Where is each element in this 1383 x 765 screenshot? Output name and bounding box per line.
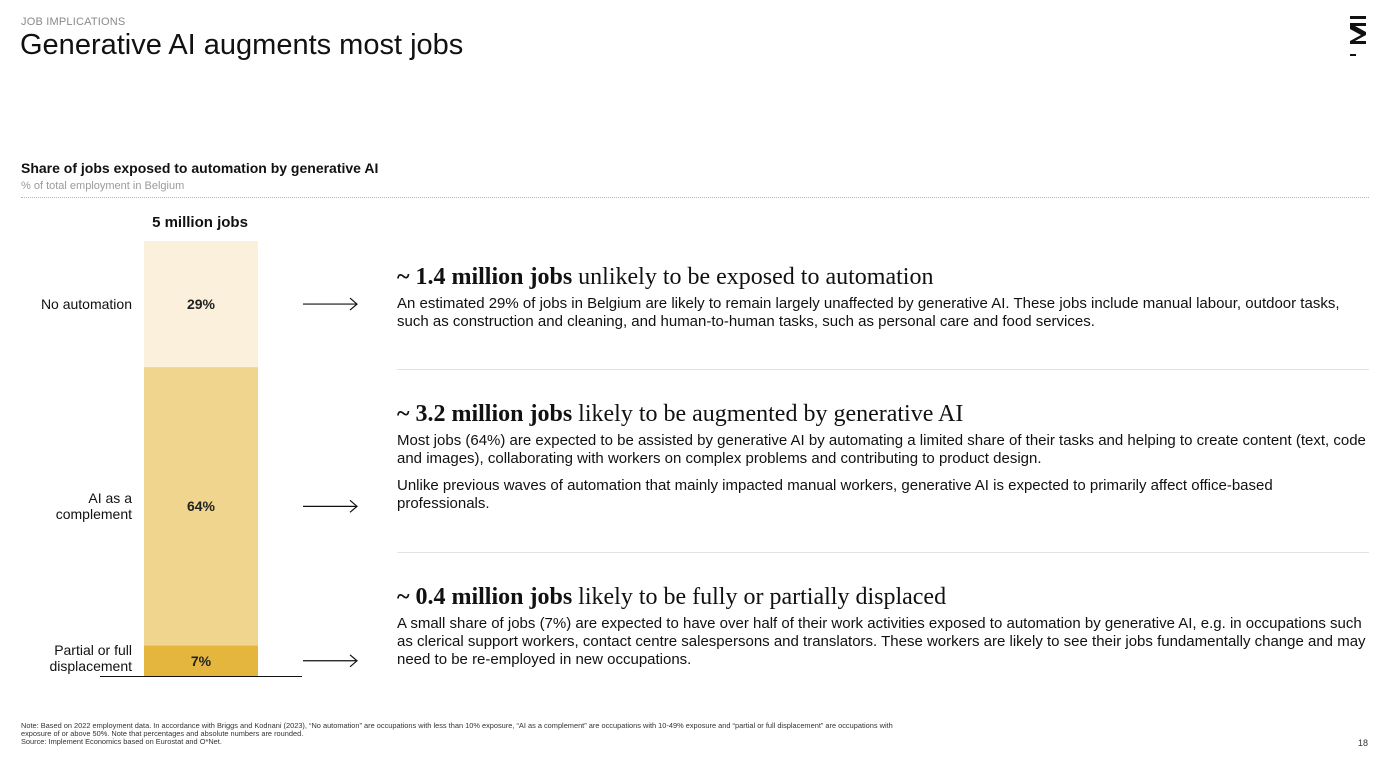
category-label-line: No automation [40,296,132,313]
section-eyebrow: JOB IMPLICATIONS [21,16,126,28]
footnote [21,722,1001,747]
category-label-line: Partial or full [54,642,132,658]
category-label [0,296,132,312]
block-paragraph: Most jobs (64%) are expected to be assisted by generative AI by automating a limited share of their tasks and helping to create content (text, code and images), collaborating with workers on complex problems and contributing to product design. [397,432,1366,467]
segment-value-label: 29% [186,296,216,313]
segment-value-label: 64% [186,498,216,515]
block-heading: ~ 0.4 million jobs likely to be fully or partially displaced [397,584,947,610]
footnote-source: Source: Implement Economics based on Eurostat and O*Net. [21,737,222,747]
block-heading: ~ 1.4 million jobs unlikely to be exposed to automation [397,264,934,290]
category-label-line: complement [55,506,132,523]
category-label-line: AI as a [88,490,132,507]
block-no-automation [397,264,1369,340]
chart-subtitle: % of total employment in Belgium [21,180,185,192]
block-augmented [397,401,1369,522]
block-paragraph: Unlike previous waves of automation that mainly impacted manual workers, generative AI is expected to primarily affect office-based professionals. [397,477,1273,512]
page-title: Generative AI augments most jobs [20,29,464,61]
page-number: 18 [1357,738,1368,748]
footnote-line: exposure of or above 50%. Note that percentages and absolute numbers are rounded. [21,729,304,739]
footnote-line: Note: Based on 2022 employment data. In accordance with Briggs and Kodnani (2023), “No automation” are occupations with less than 10% exposure, “AI as a complement” are occupations with 10-49% exposure and “partial or full displacement” are occupations with [21,721,893,730]
stacked-bar-chart [0,0,400,700]
segment-value-label: 7% [190,652,212,669]
block-heading: ~ 3.2 million jobs likely to be augmented by generative AI [397,401,964,427]
section-divider [397,369,1369,370]
category-label [0,642,132,674]
im-logo-icon [1346,14,1368,58]
category-label [0,490,132,522]
section-divider [397,552,1369,553]
block-paragraph: A small share of jobs (7%) are expected to have over half of their work activities exposed to automation by generative AI, e.g. in occupations such as clerical support workers, contact centre salespersons and translators. These workers are likely to see their jobs fundamentally change and may need to be re-employed in new occupations. [397,615,1366,668]
block-paragraph: An estimated 29% of jobs in Belgium are likely to remain largely unaffected by generative AI. These jobs include manual labour, outdoor tasks, such as construction and cleaning, and human-to-human tasks, such as personal care and food services. [397,295,1340,330]
category-label-line: displacement [49,658,132,674]
block-displaced [397,584,1369,678]
bar-total-label: 5 million jobs [152,214,248,231]
chart-title: Share of jobs exposed to automation by generative AI [21,160,379,176]
